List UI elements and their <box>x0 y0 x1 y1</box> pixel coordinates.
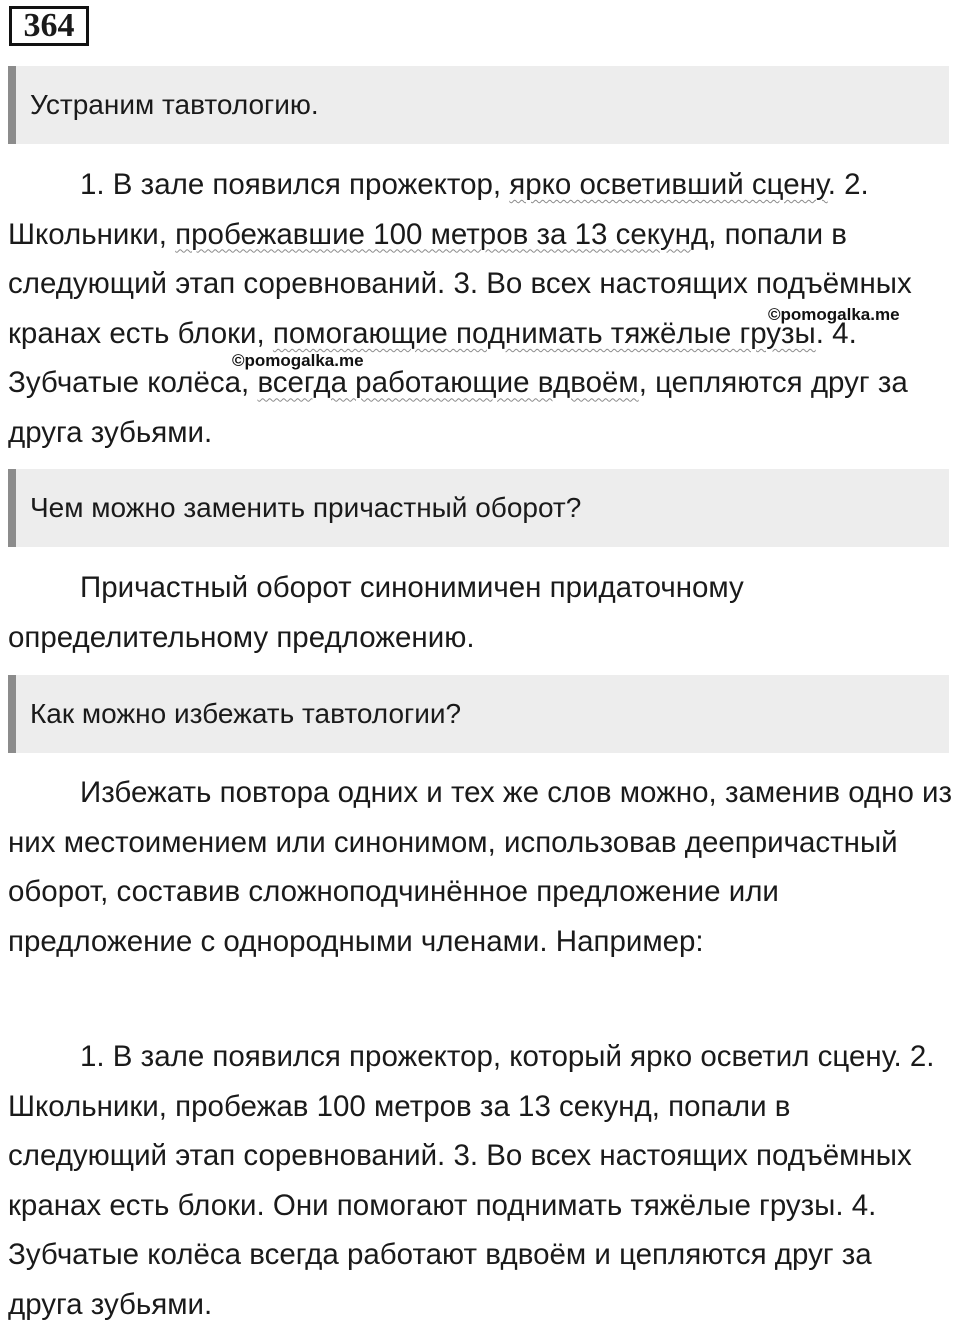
exercise-number: 364 <box>9 6 89 46</box>
answer-paragraph-2: Причастный оборот синонимичен придаточному определительному предложению. <box>8 571 744 654</box>
answer-paragraph-4: 1. В зале появился прожектор, который ярко осветил сцену. 2. Школьники, пробежав 100 метров за 13 секунд, попали в следующий этап соревнований. 3. Во всех настоящих подъёмных кранах есть блоки. Они помогают поднимать тяжёлые грузы. 4. Зубчатые колёса всегда работают вдвоём и цепляются друг за друга зубьями. <box>8 1040 935 1321</box>
answer-paragraph-3: Избежать повтора одних и тех же слов можно, заменив одно из них местоимением или синонимом, использовав деепричастный оборот, составив сложноподчинённое предложение или предложение с однородными членами. Например: <box>8 776 953 958</box>
sentence-part: 1. В зале появился прожектор, <box>80 168 510 201</box>
participle-phrase-underlined: помогающие поднимать тяжёлые грузы <box>272 316 816 350</box>
question-title-2: Чем можно заменить причастный оборот? <box>30 492 582 523</box>
watermark-2: ©pomogalka.me <box>232 351 364 370</box>
sentence-part: , цепляются друг за друга зубьями. <box>8 366 908 449</box>
participle-phrase-underlined: пробежавшие 100 метров за 13 секунд <box>175 217 709 251</box>
participle-phrase-underlined: всегда работающие вдвоём <box>257 366 639 400</box>
question-heading-2 <box>8 469 949 547</box>
question-title-1: Устраним тавтологию. <box>30 89 319 120</box>
watermark-1: ©pomogalka.me <box>768 305 900 324</box>
sentence-part: . 4. Зубчатые колёса, <box>8 316 857 400</box>
sentence-part: , попали в следующий этап соревнований. 3. Во всех настоящих подъёмных кранах есть блоки, <box>8 217 912 350</box>
sentence-part: . 2. Школьники, <box>8 168 869 251</box>
question-heading-3 <box>8 675 949 753</box>
question-title-3: Как можно избежать тавтологии? <box>30 698 462 729</box>
participle-phrase-underlined: ярко осветивший сцену <box>509 168 828 201</box>
question-heading-1 <box>8 66 949 144</box>
